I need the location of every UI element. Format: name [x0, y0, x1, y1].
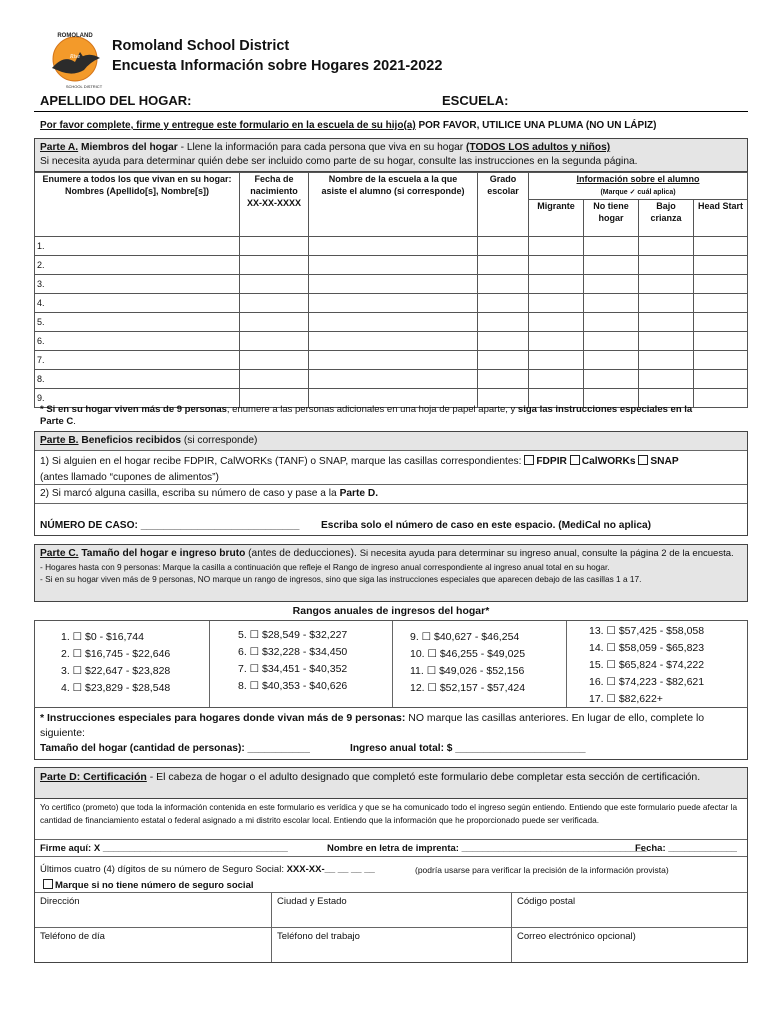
logo-text-top: ROMOLAND [57, 33, 93, 39]
part-d-header [34, 767, 748, 799]
part-d-body [34, 799, 748, 963]
income-option[interactable]: 12. ☐ $52,157 - $57,424 [410, 682, 526, 694]
income-option[interactable]: 10. ☐ $46,255 - $49,025 [410, 648, 526, 660]
calworks-label: CalWORKs [581, 456, 636, 467]
income-option[interactable]: 11. ☐ $49,026 - $52,156 [410, 665, 525, 677]
zip-field[interactable]: Código postal [517, 896, 576, 907]
part-b-line2: 2) Si marcó alguna casilla, escriba su número de caso y pase a la [40, 488, 340, 499]
income-option[interactable]: 14. ☐ $58,059 - $65,823 [589, 642, 705, 654]
case-number-note: Escriba solo el número de caso en este espacio. (MediCal no aplica) [321, 520, 652, 531]
income-option[interactable]: 15. ☐ $65,824 - $74,222 [589, 659, 705, 671]
table-row[interactable]: 4. [35, 294, 748, 313]
income-col-4[interactable] [589, 623, 704, 708]
part-c-label: Parte C. [40, 548, 79, 559]
escuela-label: ESCUELA: [442, 93, 509, 108]
part-a-label: Parte A. [40, 142, 79, 153]
col-grade-header: Grado escolar [478, 173, 529, 237]
address-field[interactable]: Dirección [40, 896, 80, 907]
ssn-note: (podría usarse para verificar la precisión de la información provista) [415, 865, 669, 875]
part-c-note1: - Hogares hasta con 9 personas: Marque la casilla a continuación que refleje el Rango de ingreso anual correspondiente al ingreso anual total en su hogar. [40, 562, 610, 572]
income-option[interactable]: 16. ☐ $74,223 - $82,621 [589, 676, 705, 688]
district-logo [44, 28, 106, 90]
header-rule [34, 111, 748, 112]
col-migrant-header: Migrante [529, 200, 584, 237]
part-a-title: Miembros del hogar [78, 142, 178, 153]
col-info-header: Información sobre el alumno (Marque ✓ cuál aplica) [529, 173, 748, 200]
form-header [112, 36, 442, 76]
fdpir-label: FDPIR [536, 456, 567, 467]
printed-name-field[interactable]: Nombre en letra de imprenta: ___________________________________ [327, 843, 647, 854]
income-option[interactable]: 9. ☐ $40,627 - $46,254 [410, 631, 520, 643]
email-field[interactable]: Correo electrónico opcional) [517, 931, 636, 942]
case-number-field[interactable]: NÚMERO DE CASO: ____________________________ [40, 520, 300, 531]
income-option[interactable]: 7. ☐ $34,451 - $40,352 [238, 663, 348, 675]
part-a-title-underline: (TODOS LOS adultos y niños) [466, 142, 611, 153]
part-b-section: Parte B. Beneficios recibidos (si corresponde) 1) Si alguien en el hogar recibe FDPIR, CalWORKs (TANF) o SNAP, marque las casillas correspondientes: FDPIR CalWORKs SNAP (antes llamado “cupones de alimentos”) 2) Si marcó alguna casilla, escriba su número de caso y pase a la Parte D. NÚMERO DE CASO: ____________________________ Escriba solo el número de caso en este espacio. (MediCal no aplica) [34, 431, 748, 536]
snap-label: SNAP [650, 456, 679, 467]
col-names-header: Enumere a todos los que vivan en su hogar: Nombres (Apellido[s], Nombre[s]) [35, 173, 240, 237]
city-state-field[interactable]: Ciudad y Estado [277, 896, 347, 907]
ranges-title: Rangos anuales de ingresos del hogar* [292, 605, 490, 617]
fdpir-checkbox[interactable] [524, 455, 534, 465]
income-option[interactable]: 13. ☐ $57,425 - $58,058 [589, 625, 705, 637]
col-foster-header: Bajo crianza [639, 200, 694, 237]
day-phone-field[interactable]: Teléfono de día [40, 931, 105, 942]
part-d-label: Parte D: Certificación [40, 771, 147, 783]
table-row[interactable]: 7. [35, 351, 748, 370]
part-a-header [34, 138, 748, 172]
income-option[interactable]: 3. ☐ $22,647 - $23,828 [61, 665, 171, 677]
instructions-line [40, 120, 656, 131]
income-option[interactable]: 2. ☐ $16,745 - $22,646 [61, 648, 171, 660]
table-row[interactable]: 2. [35, 256, 748, 275]
svg-text:Rise: Rise [69, 54, 81, 60]
part-c-note2: - Si en su hogar viven más de 9 personas, NO marque un rango de ingresos, sino que siga las instrucciones especiales que aparecen debajo de las casillas 1 a 17. [40, 574, 642, 584]
no-ssn-label: Marque si no tiene número de seguro social [55, 880, 254, 891]
district-name: Romoland School District [112, 38, 290, 54]
logo-text-bottom: SCHOOL DISTRICT [65, 84, 103, 89]
table-row[interactable]: 9. [35, 389, 748, 408]
certification-text: Yo certifico (prometo) que toda la información contenida en este formulario es verídica y que se ha comunicado todo el ingreso según entiendo. Entiendo que este formulario puede afectar la cantidad de financiamiento estatal o federal asignado a mi distrito escolar local. Entiendo que la información que he proporcionado puede ser verificada. [40, 802, 738, 825]
income-col-2[interactable] [238, 627, 347, 695]
col-birth-header: Fecha de nacimiento XX-XX-XXXX [240, 173, 309, 237]
table-row[interactable]: 5. [35, 313, 748, 332]
income-option[interactable]: 1. ☐ $0 - $16,744 [61, 631, 144, 643]
col-homeless-header: No tiene hogar [584, 200, 639, 237]
table-row[interactable]: 6. [35, 332, 748, 351]
income-col-1[interactable] [61, 629, 170, 697]
income-ranges [34, 620, 748, 708]
form-title: Encuesta Información sobre Hogares 2021-2022 [112, 58, 443, 74]
part-a-help: Si necesita ayuda para determinar quién debe ser incluido como parte de su hogar, consulte las instrucciones en la segunda página. [40, 156, 638, 167]
snap-checkbox[interactable] [638, 455, 648, 465]
income-option[interactable]: 8. ☐ $40,353 - $40,626 [238, 680, 348, 692]
date-field[interactable]: Fecha: _____________ [635, 843, 737, 854]
signature-field[interactable]: Firme aquí: X ___________________________________ [40, 843, 288, 854]
special-instructions: * Instrucciones especiales para hogares donde vivan más de 9 personas: NO marque las casillas anteriores. En lugar de ello, complete lo siguiente: Tamaño del hogar (cantidad de personas): ___________ Ingreso anual total: $ _______________________ [34, 708, 748, 760]
apellido-label: APELLIDO DEL HOGAR: [40, 93, 192, 108]
part-a-title-rest: - Llene la información para cada persona que viva en su hogar [177, 142, 467, 153]
household-members-table [34, 172, 748, 408]
part-d-title-rest: - El cabeza de hogar o el adulto designado que completó este formulario debe completar esta sección de certificación. [146, 771, 701, 783]
part-b-line1: 1) Si alguien en el hogar recibe FDPIR, CalWORKs (TANF) o SNAP, marque las casillas correspondientes: [40, 456, 522, 467]
household-size-field[interactable]: Tamaño del hogar (cantidad de personas): ___________ [40, 743, 310, 754]
income-col-3[interactable] [410, 629, 525, 697]
col-school-header: Nombre de la escuela a la que asiste el alumno (si corresponde) [309, 173, 478, 237]
part-b-title-rest: (si corresponde) [181, 435, 258, 446]
income-option[interactable]: 5. ☐ $28,549 - $32,227 [238, 629, 348, 641]
part-b-title: Beneficios recibidos [78, 435, 181, 446]
part-c-title: Tamaño del hogar e ingreso bruto [78, 548, 246, 559]
ssn-label: Últimos cuatro (4) dígitos de su número de Seguro Social: [40, 864, 287, 875]
ssn-field[interactable]: XXX-XX-__ __ __ __ [286, 864, 375, 875]
instructions-main: Por favor complete, firme y entregue este formulario en la escuela de su hijo(a) [40, 120, 416, 131]
no-ssn-checkbox[interactable] [43, 879, 53, 889]
table-row[interactable]: 8. [35, 370, 748, 389]
income-option[interactable]: 6. ☐ $32,228 - $34,450 [238, 646, 348, 658]
part-b-line1b: (antes llamado “cupones de alimentos”) [40, 472, 219, 483]
income-option[interactable]: 4. ☐ $23,829 - $28,548 [61, 682, 171, 694]
table-row[interactable]: 3. [35, 275, 748, 294]
work-phone-field[interactable]: Teléfono del trabajo [277, 931, 360, 942]
col-headstart-header: Head Start [694, 200, 748, 237]
instructions-pen: POR FAVOR, UTILICE UNA PLUMA (NO UN LÁPIZ) [418, 120, 657, 131]
part-b-label: Parte B. [40, 435, 79, 446]
income-option[interactable]: 17. ☐ $82,622+ [589, 693, 663, 705]
annual-income-field[interactable]: Ingreso anual total: $ _______________________ [350, 743, 586, 754]
part-a-note: * Si en su hogar viven más de 9 personas, enumere a las personas adicionales en una hoja de papel aparte, y siga las instrucciones especiales en la Parte C. [40, 404, 693, 427]
table-row[interactable]: 1. [35, 237, 748, 256]
part-c-header: Parte C. Tamaño del hogar e ingreso bruto (antes de deducciones). Si necesita ayuda para determinar su ingreso anual, consulte la página 2 de la encuesta. - Hogares hasta con 9 personas: Marque la casilla a continuación que refleje el Rango de ingreso anual correspondiente al ingreso anual total en su hogar. - Si en su hogar viven más de 9 personas, NO marque un rango de ingresos, sino que siga las instrucciones especiales que aparecen debajo de las casillas 1 a 17. [34, 544, 748, 602]
calworks-checkbox[interactable] [570, 455, 580, 465]
